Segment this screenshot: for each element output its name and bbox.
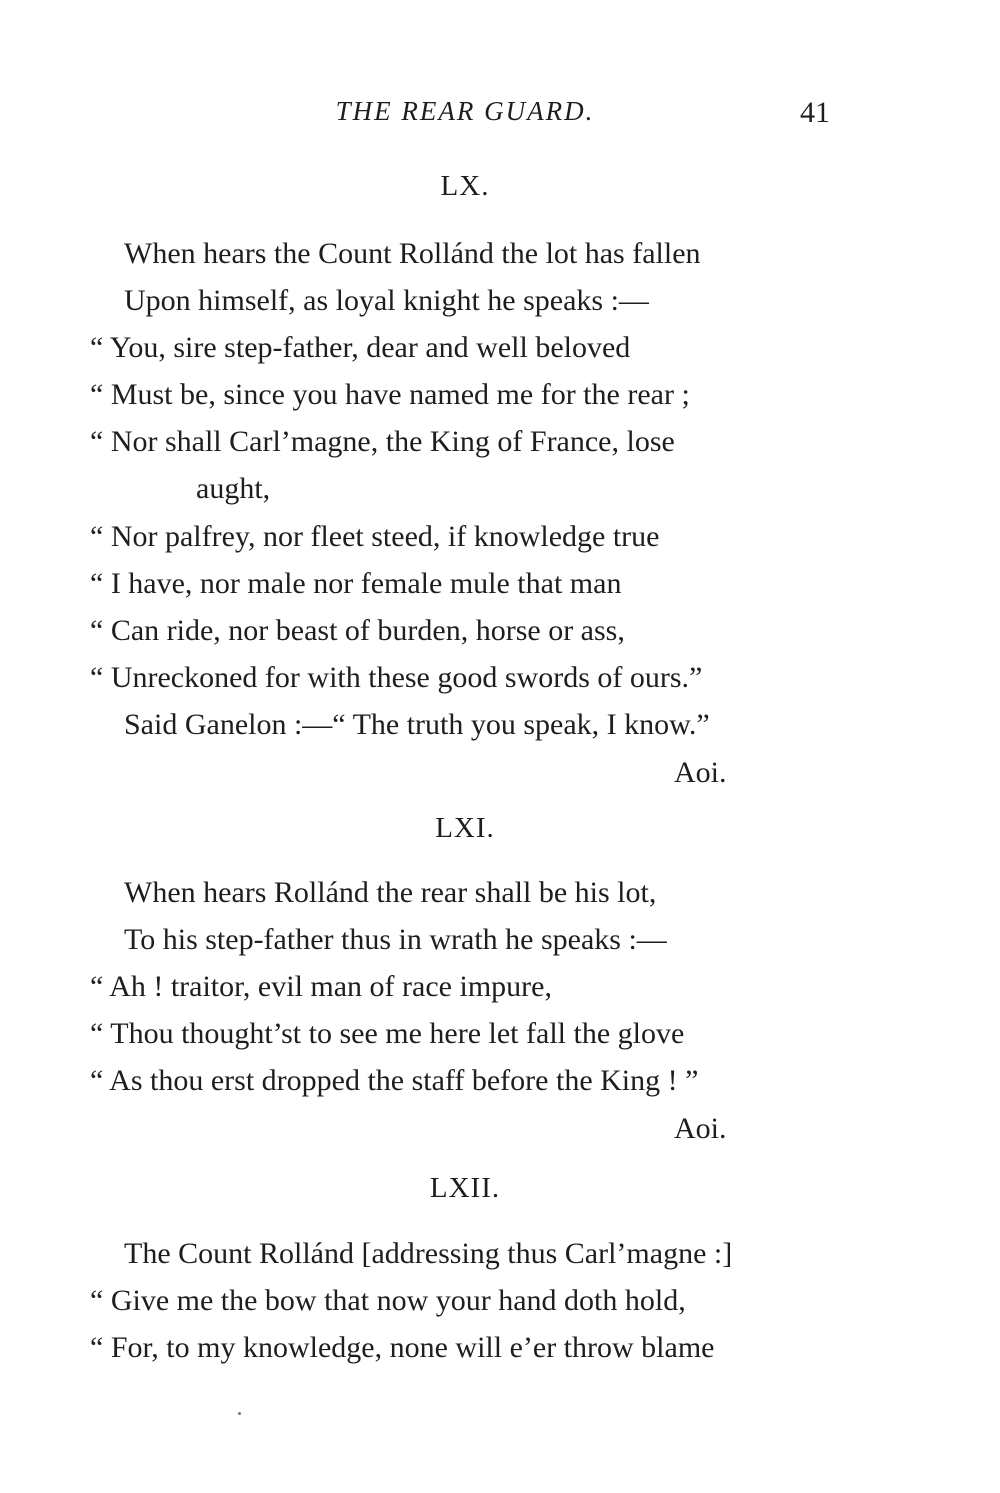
verse-line: “ Unreckoned for with these good swords of ours.” [90,661,703,694]
ink-speck [238,1412,241,1415]
running-title: THE REAR GUARD. [335,96,595,126]
verse-line: “ Thou thought’st to see me here let fall the glove [90,1017,685,1050]
verse-line: The Count Rollánd [addressing thus Carl’magne :] [124,1237,733,1270]
refrain-aoi: Aoi. [674,1112,727,1145]
verse-line: “ I have, nor male nor female mule that man [90,567,622,600]
verse-line: “ Ah ! traitor, evil man of race impure, [90,970,552,1003]
stanza-heading: LX. [440,170,490,202]
verse-line: When hears the Count Rollánd the lot has fallen [124,237,701,270]
verse-line: Upon himself, as loyal knight he speaks :— [124,284,649,317]
verse-line: “ For, to my knowledge, none will e’er throw blame [90,1331,715,1364]
verse-line: “ As thou erst dropped the staff before the King ! ” [90,1064,699,1097]
refrain-aoi: Aoi. [674,756,727,789]
verse-line: “ Give me the bow that now your hand doth hold, [90,1284,686,1317]
stanza-heading: LXII. [429,1172,501,1204]
verse-line: “ You, sire step-father, dear and well beloved [90,331,631,364]
verse-line-continuation: aught, [196,472,271,505]
verse-line: Said Ganelon :—“ The truth you speak, I know.” [124,708,710,741]
verse-line: “ Can ride, nor beast of burden, horse or ass, [90,614,625,647]
verse-line: When hears Rollánd the rear shall be his lot, [124,876,657,909]
verse-line: To his step-father thus in wrath he speaks :— [124,923,667,956]
stanza-heading: LXI. [435,812,495,844]
page-number: 41 [800,96,830,129]
verse-line: “ Nor palfrey, nor fleet steed, if knowledge true [90,520,660,553]
verse-line: “ Must be, since you have named me for the rear ; [90,378,690,411]
verse-line: “ Nor shall Carl’magne, the King of France, lose [90,425,675,458]
